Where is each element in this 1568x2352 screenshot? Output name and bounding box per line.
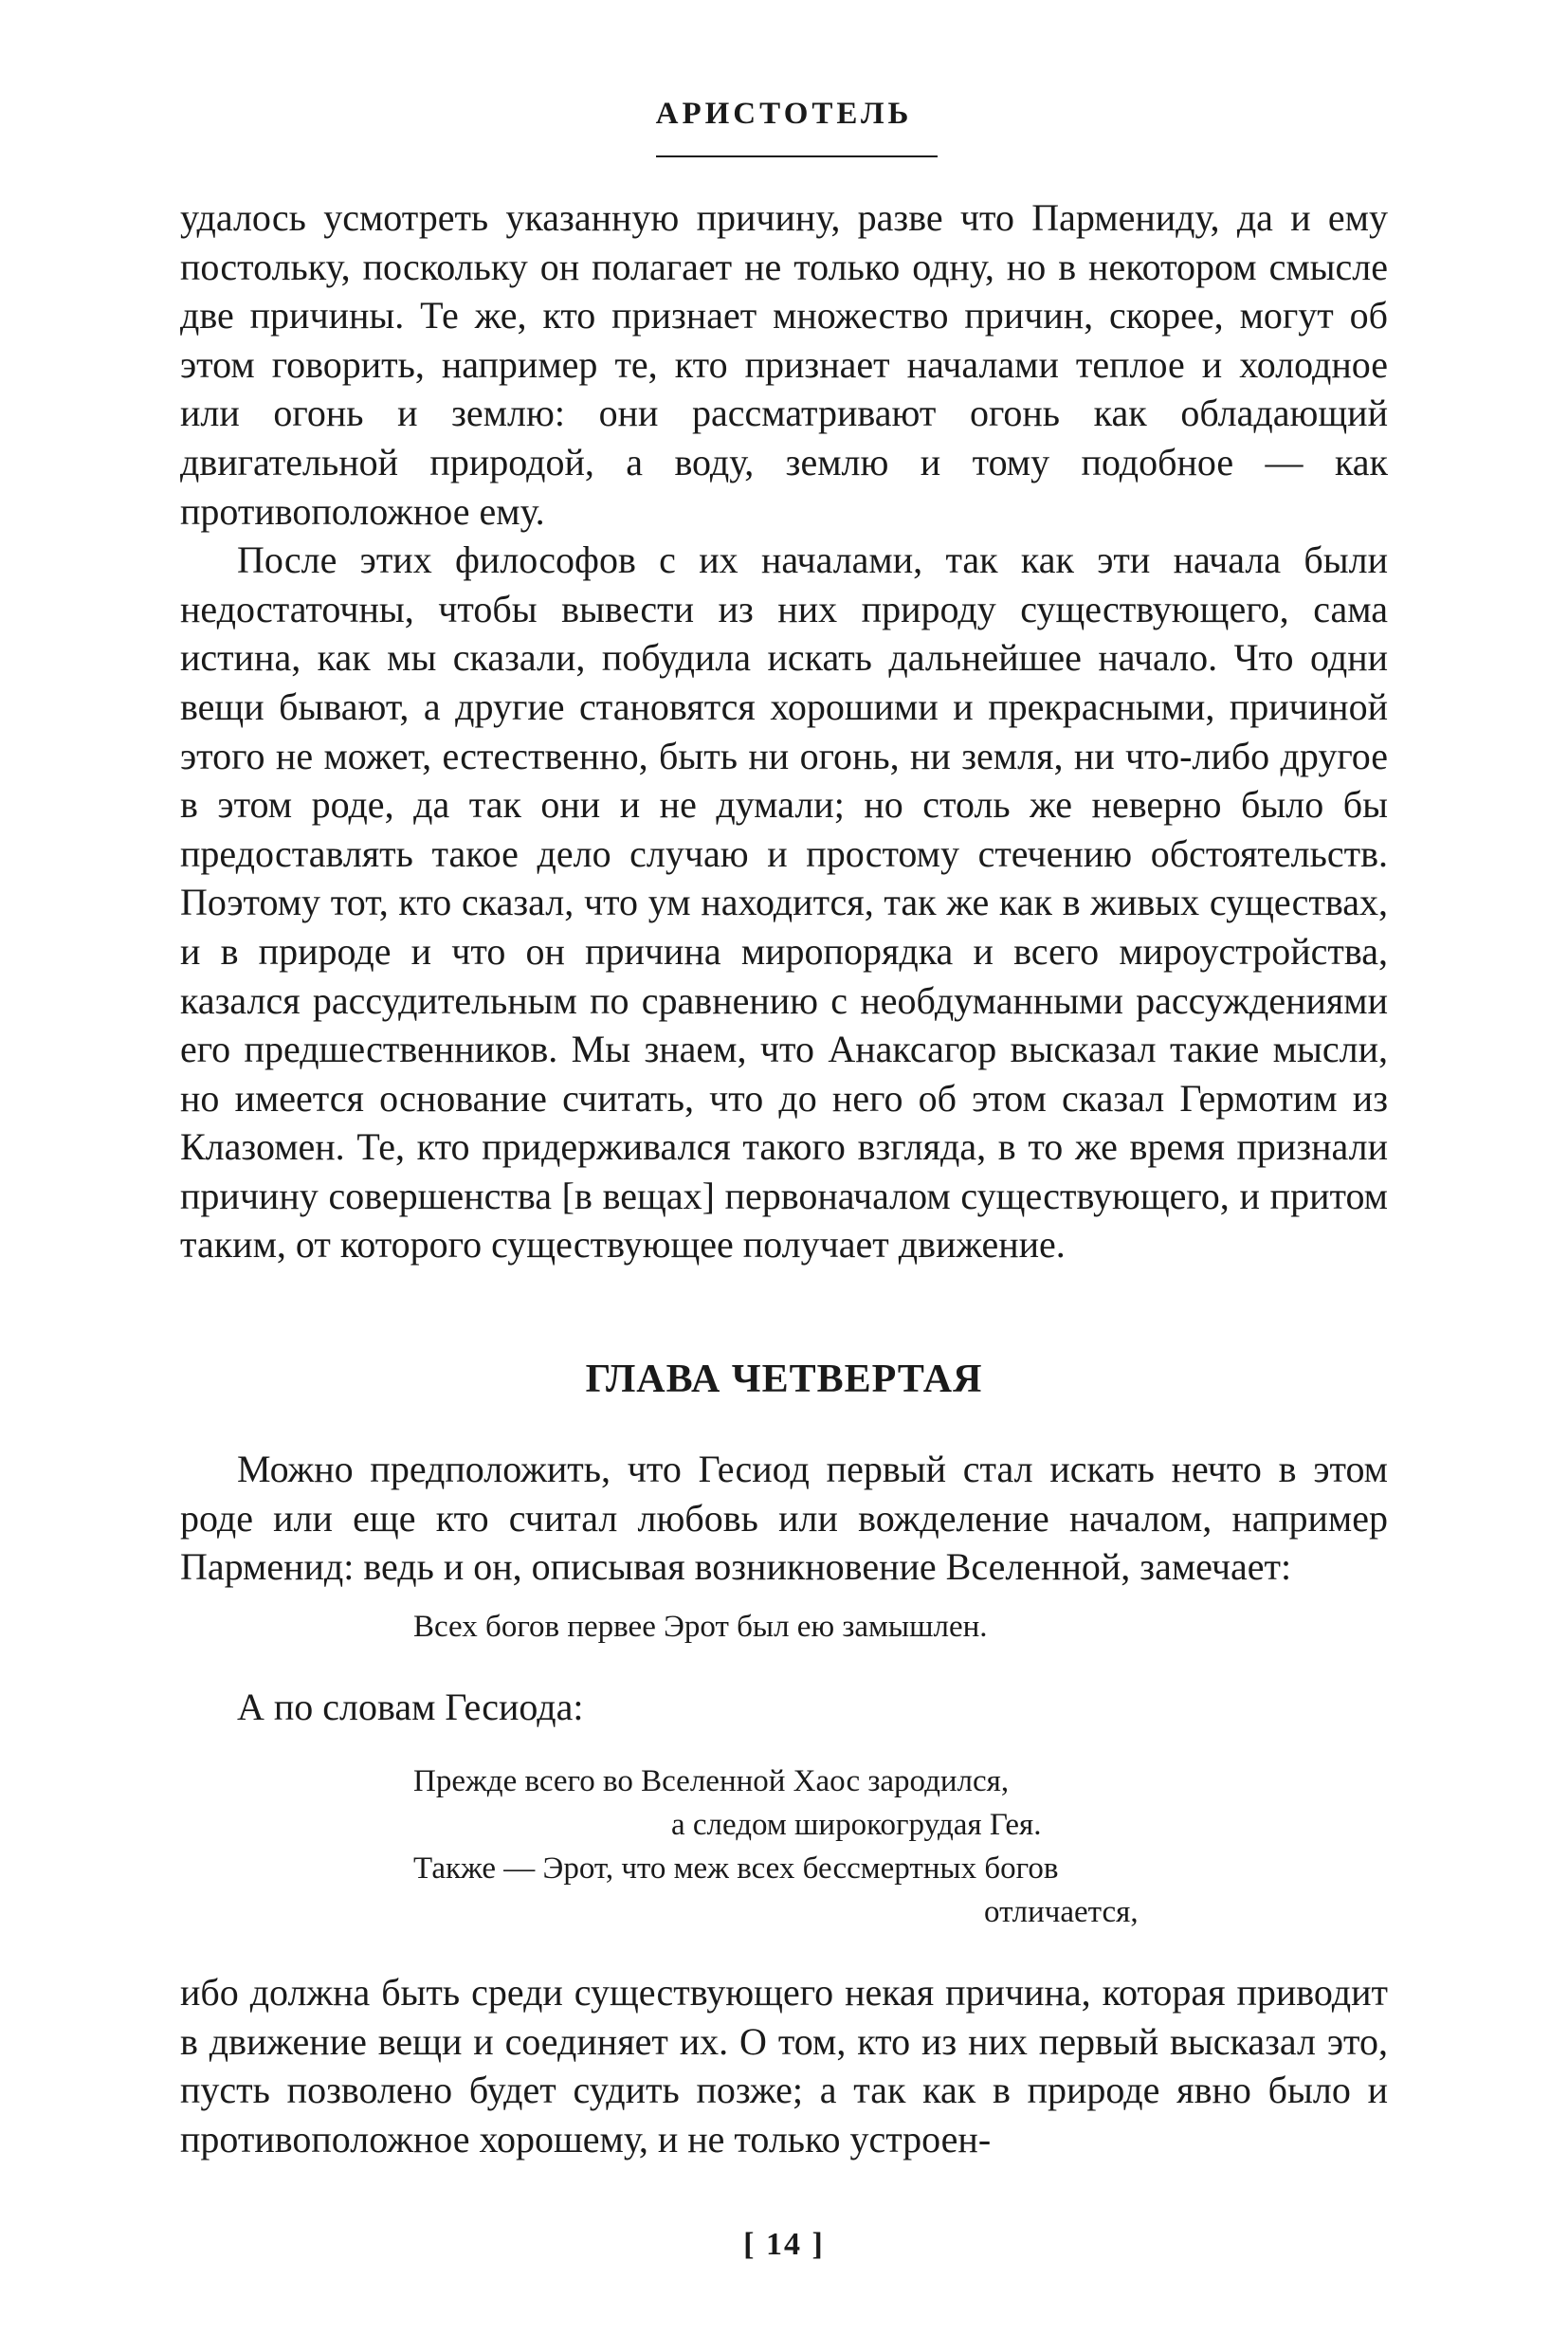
- paragraph: После этих философов с их началами, так как эти начала были недостаточны, чтобы вывести из них природу существующего, сама истина, как мы сказали, побудила искать дальнейшее начало. Что одни вещи бывают, а другие становятся хорошими и прекрасными, причиной этого не может, естественно, быть ни огонь, ни земля, ни что-либо другое в этом роде, да так они и не думали; но столь же неверно было бы предоставлять такое дело случаю и простому стечению обстоятельств. Поэтому тот, кто сказал, что ум находится, так же как в живых существах, и в природе и что он причина миропорядка и всего мироустройства, казался рассудительным по сравнению с необдуманными рассуждениями его предшественников. Мы знаем, что Анаксагор высказал такие мысли, но имеется основание считать, что до него об этом сказал Гермотим из Клазомен. Те, кто придерживался такого взгляда, в то же время признали причину совершенства [в вещах] первоначалом существующего, и притом таким, от которого существующее получает движение.: [180, 538, 1388, 1267]
- paragraph: Можно предположить, что Гесиод первый стал искать нечто в этом роде или еще кто считал любовь или вожделение началом, например Парменид: ведь и он, описывая возникновение Вселенной, замечает:: [180, 1448, 1388, 1589]
- page-number: [ 14 ]: [743, 2227, 825, 2262]
- running-header: АРИСТОТЕЛЬ: [655, 97, 913, 131]
- verse-line: Также — Эрот, что меж всех бессмертных богов: [413, 1851, 1059, 1886]
- verse-line: а следом широкогрудая Гея.: [671, 1808, 1042, 1842]
- quote-intro: А по словам Гесиода:: [237, 1686, 584, 1728]
- paragraph: удалось усмотреть указанную причину, разве что Пармениду, да и ему постольку, поскольку он полагает не только одну, но в некотором смысле две причины. Те же, кто признает множество причин, скорее, могут об этом говорить, например те, кто признает началами теплое и холодное или огонь и землю: они рассматривают огонь как обладающий двигательной природой, а воду, землю и тому подобное — как противоположное ему.: [180, 196, 1388, 533]
- verse-line: Прежде всего во Вселенной Хаос зародился,: [413, 1764, 1010, 1798]
- paragraph: ибо должна быть среди существующего некая причина, которая приводит в движение вещи и соединяет их. О том, кто из них первый высказал это, пусть позволено будет судить позже; а так как в природе явно было и противоположное хорошему, и не только устроен-: [180, 1971, 1388, 2161]
- top-text-block: [180, 193, 1388, 1269]
- verse-line: отличается,: [984, 1895, 1139, 1929]
- verse-quote-parmenides: Всех богов первее Эрот был ею замышлен.: [413, 1610, 988, 1644]
- chapter-title: ГЛАВА ЧЕТВЕРТАЯ: [585, 1358, 983, 1401]
- header-rule: [656, 155, 938, 157]
- chapter-text-block: [180, 1445, 1388, 1592]
- bottom-text-block: [180, 1968, 1388, 2163]
